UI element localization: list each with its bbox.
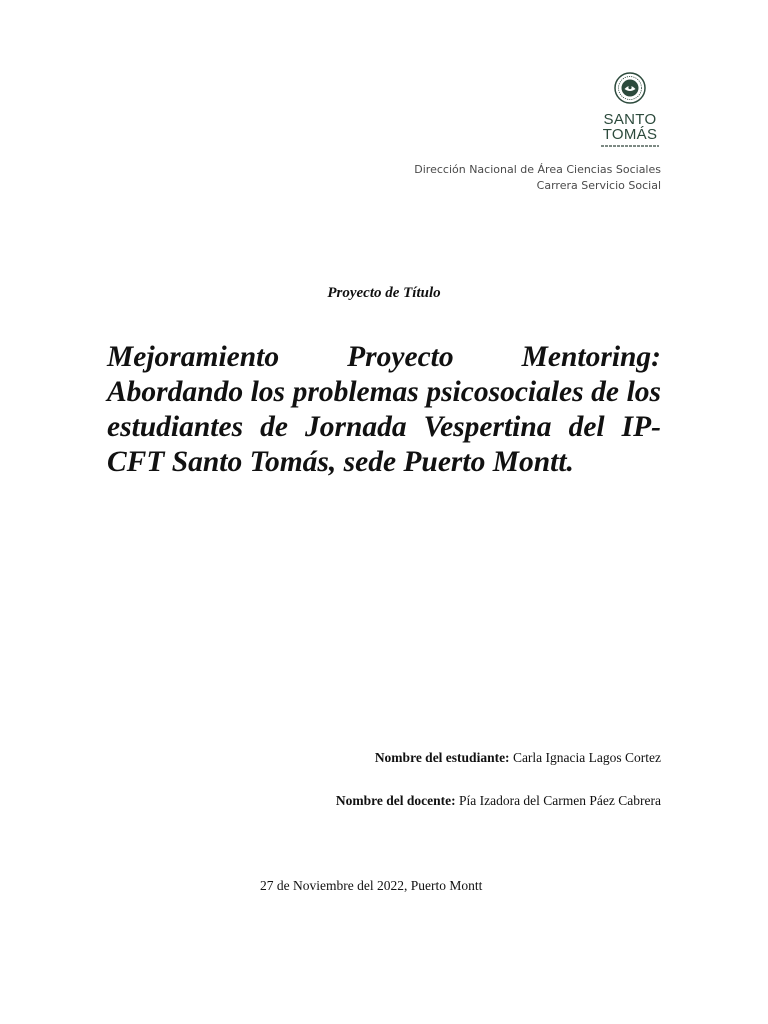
date-place: 27 de Noviembre del 2022, Puerto Montt xyxy=(260,878,483,893)
teacher-name-line xyxy=(336,793,661,809)
student-name-line xyxy=(375,750,661,766)
student-label: Nombre del estudiante: xyxy=(374,750,510,765)
teacher-name: Pía Izadora del Carmen Páez Cabrera xyxy=(458,793,661,808)
santo-tomas-seal-icon xyxy=(614,72,646,104)
teacher-label: Nombre del docente: xyxy=(335,793,456,808)
student-name: Carla Ignacia Lagos Cortez xyxy=(512,750,661,765)
career-name: Carrera Servicio Social xyxy=(536,179,661,192)
logo-tagline-graphic xyxy=(601,145,659,147)
document-subtitle: Proyecto de Título xyxy=(327,285,441,301)
institution-logo xyxy=(594,72,666,147)
department-name: Dirección Nacional de Área Ciencias Sociales xyxy=(414,163,661,176)
logo-wordmark-line2: TOMÁS xyxy=(602,126,658,143)
logo-wordmark-line1: SANTO xyxy=(603,111,657,128)
header-info xyxy=(414,162,661,194)
document-title: Mejoramiento Proyecto Mentoring: Abordando los problemas psicosociales de los estudiantes de Jornada Vespertina del IP-CFT Santo Tomás, sede Puerto Montt. xyxy=(107,341,661,478)
